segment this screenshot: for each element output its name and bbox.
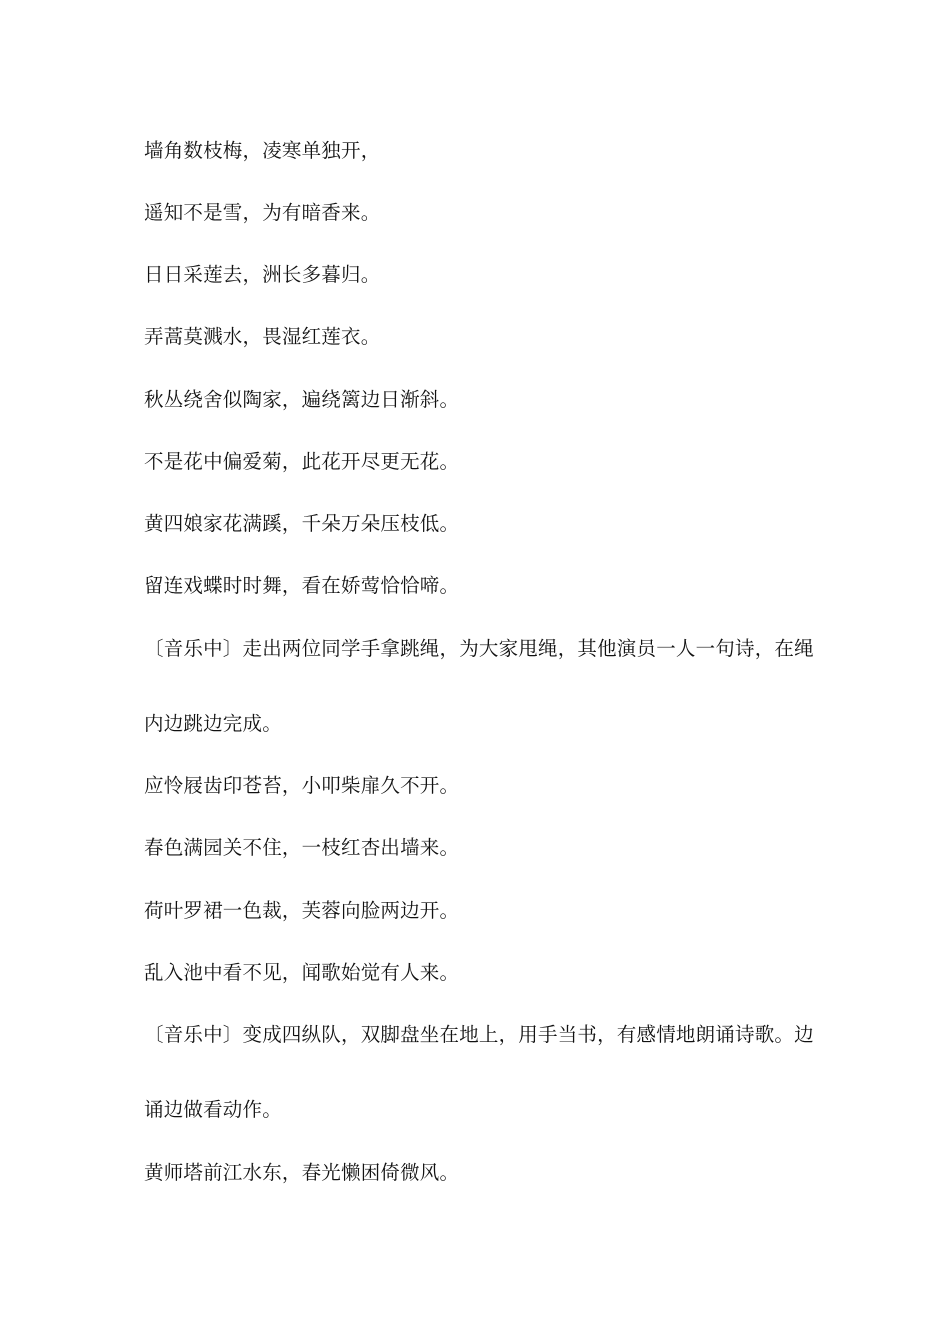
text-line: 留连戏蝶时时舞，看在娇莺恰恰啼。 bbox=[144, 574, 460, 597]
text-line: 乱入池中看不见，闻歌始觉有人来。 bbox=[144, 961, 460, 984]
stage-direction-line: 〔音乐中〕走出两位同学手拿跳绳，为大家甩绳，其他演员一人一句诗，在绳 bbox=[144, 637, 814, 660]
text-line: 春色满园关不住，一枝红杏出墙来。 bbox=[144, 836, 460, 859]
text-line: 日日采莲去，洲长多暮归。 bbox=[144, 263, 381, 286]
text-line: 荷叶罗裙一色裁，芙蓉向脸两边开。 bbox=[144, 899, 460, 922]
text-line: 墙角数枝梅，凌寒单独开， bbox=[144, 139, 381, 162]
stage-direction-line: 内边跳边完成。 bbox=[144, 712, 282, 735]
text-line: 应怜屐齿印苍苔，小叩柴扉久不开。 bbox=[144, 774, 460, 797]
text-line: 黄四娘家花满蹊，千朵万朵压枝低。 bbox=[144, 512, 460, 535]
stage-direction-line: 〔音乐中〕变成四纵队，双脚盘坐在地上，用手当书，有感情地朗诵诗歌。边 bbox=[144, 1023, 814, 1046]
text-line: 遥知不是雪，为有暗香来。 bbox=[144, 201, 381, 224]
text-line: 黄师塔前江水东，春光懒困倚微风。 bbox=[144, 1161, 460, 1184]
text-line: 不是花中偏爱菊，此花开尽更无花。 bbox=[144, 450, 460, 473]
text-line: 弄蒿莫溅水，畏湿红莲衣。 bbox=[144, 325, 381, 348]
text-line: 秋丛绕舍似陶家，遍绕篱边日渐斜。 bbox=[144, 388, 460, 411]
stage-direction-line: 诵边做看动作。 bbox=[144, 1098, 282, 1121]
